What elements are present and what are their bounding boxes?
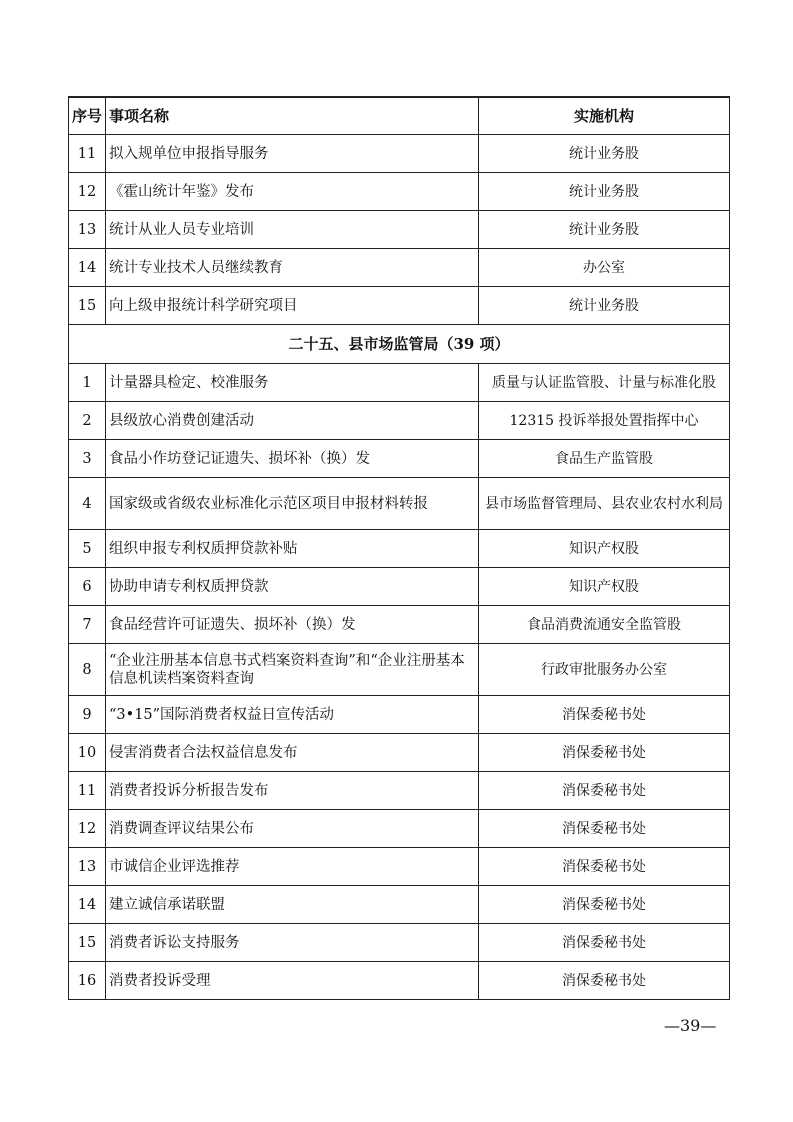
row-number: 11: [69, 772, 106, 810]
row-item-name: 市诚信企业评选推荐: [106, 848, 479, 886]
row-item-name: 《霍山统计年鉴》发布: [106, 173, 479, 211]
row-number: 16: [69, 962, 106, 1000]
row-item-name: 食品经营许可证遗失、损坏补（换）发: [106, 606, 479, 644]
row-org: 行政审批服务办公室: [479, 644, 730, 696]
row-item-name: 消费调查评议结果公布: [106, 810, 479, 848]
row-org: 质量与认证监管股、计量与标准化股: [479, 364, 730, 402]
table-row: [69, 478, 730, 530]
row-number: 12: [69, 173, 106, 211]
row-org: 消保委秘书处: [479, 962, 730, 1000]
row-item-name: 计量器具检定、校准服务: [106, 364, 479, 402]
row-item-name: “3•15”国际消费者权益日宣传活动: [106, 696, 479, 734]
row-item-name: 消费者诉讼支持服务: [106, 924, 479, 962]
row-item-name: 县级放心消费创建活动: [106, 402, 479, 440]
row-org: 知识产权股: [479, 530, 730, 568]
table-row: [69, 606, 730, 644]
row-org: 统计业务股: [479, 135, 730, 173]
table-row: [69, 173, 730, 211]
table-body: [69, 135, 730, 1000]
row-org: 消保委秘书处: [479, 924, 730, 962]
section-row: [69, 325, 730, 364]
header-org: 实施机构: [479, 97, 730, 135]
row-item-name: 侵害消费者合法权益信息发布: [106, 734, 479, 772]
table-row: [69, 135, 730, 173]
row-number: 15: [69, 924, 106, 962]
row-item-name: 协助申请专利权质押贷款: [106, 568, 479, 606]
table-row: [69, 440, 730, 478]
row-org: 县市场监督管理局、县农业农村水利局: [479, 478, 730, 530]
row-org: 消保委秘书处: [479, 734, 730, 772]
row-number: 12: [69, 810, 106, 848]
table-row: [69, 568, 730, 606]
row-org: 食品消费流通安全监管股: [479, 606, 730, 644]
row-number: 1: [69, 364, 106, 402]
table-row: [69, 530, 730, 568]
row-number: 10: [69, 734, 106, 772]
row-number: 5: [69, 530, 106, 568]
table-row: [69, 810, 730, 848]
header-name: 事项名称: [106, 97, 479, 135]
row-org: 食品生产监管股: [479, 440, 730, 478]
row-org: 统计业务股: [479, 287, 730, 325]
row-org: 消保委秘书处: [479, 772, 730, 810]
table-row: [69, 287, 730, 325]
row-number: 13: [69, 848, 106, 886]
row-org: 统计业务股: [479, 211, 730, 249]
table-row: [69, 924, 730, 962]
service-items-table: [68, 96, 730, 1000]
row-item-name: “企业注册基本信息书式档案资料查询”和“企业注册基本信息机读档案资料查询: [106, 644, 479, 696]
table-row: [69, 772, 730, 810]
table-row: [69, 886, 730, 924]
row-org: 消保委秘书处: [479, 886, 730, 924]
row-item-name: 统计从业人员专业培训: [106, 211, 479, 249]
table-row: [69, 249, 730, 287]
row-item-name: 建立诚信承诺联盟: [106, 886, 479, 924]
row-org: 消保委秘书处: [479, 696, 730, 734]
row-number: 8: [69, 644, 106, 696]
section-title: 二十五、县市场监管局（39 项）: [69, 325, 730, 364]
row-number: 11: [69, 135, 106, 173]
table-row: [69, 402, 730, 440]
row-item-name: 组织申报专利权质押贷款补贴: [106, 530, 479, 568]
row-item-name: 消费者投诉受理: [106, 962, 479, 1000]
row-item-name: 国家级或省级农业标准化示范区项目申报材料转报: [106, 478, 479, 530]
row-item-name: 统计专业技术人员继续教育: [106, 249, 479, 287]
row-org: 消保委秘书处: [479, 848, 730, 886]
row-item-name: 食品小作坊登记证遗失、损坏补（换）发: [106, 440, 479, 478]
row-org: 办公室: [479, 249, 730, 287]
row-number: 14: [69, 886, 106, 924]
table-row: [69, 848, 730, 886]
table-row: [69, 696, 730, 734]
row-item-name: 拟入规单位申报指导服务: [106, 135, 479, 173]
row-number: 6: [69, 568, 106, 606]
row-number: 7: [69, 606, 106, 644]
row-org: 12315 投诉举报处置指挥中心: [479, 402, 730, 440]
table-header-row: [69, 97, 730, 135]
row-number: 3: [69, 440, 106, 478]
table-row: [69, 962, 730, 1000]
row-number: 15: [69, 287, 106, 325]
header-no: 序号: [69, 97, 106, 135]
table-row: [69, 734, 730, 772]
row-number: 13: [69, 211, 106, 249]
row-item-name: 向上级申报统计科学研究项目: [106, 287, 479, 325]
row-number: 2: [69, 402, 106, 440]
row-number: 9: [69, 696, 106, 734]
row-item-name: 消费者投诉分析报告发布: [106, 772, 479, 810]
table-row: [69, 211, 730, 249]
page-number: —39—: [664, 1016, 717, 1035]
table-row: [69, 364, 730, 402]
row-number: 4: [69, 478, 106, 530]
row-org: 统计业务股: [479, 173, 730, 211]
row-org: 知识产权股: [479, 568, 730, 606]
row-org: 消保委秘书处: [479, 810, 730, 848]
table-row: [69, 644, 730, 696]
row-number: 14: [69, 249, 106, 287]
